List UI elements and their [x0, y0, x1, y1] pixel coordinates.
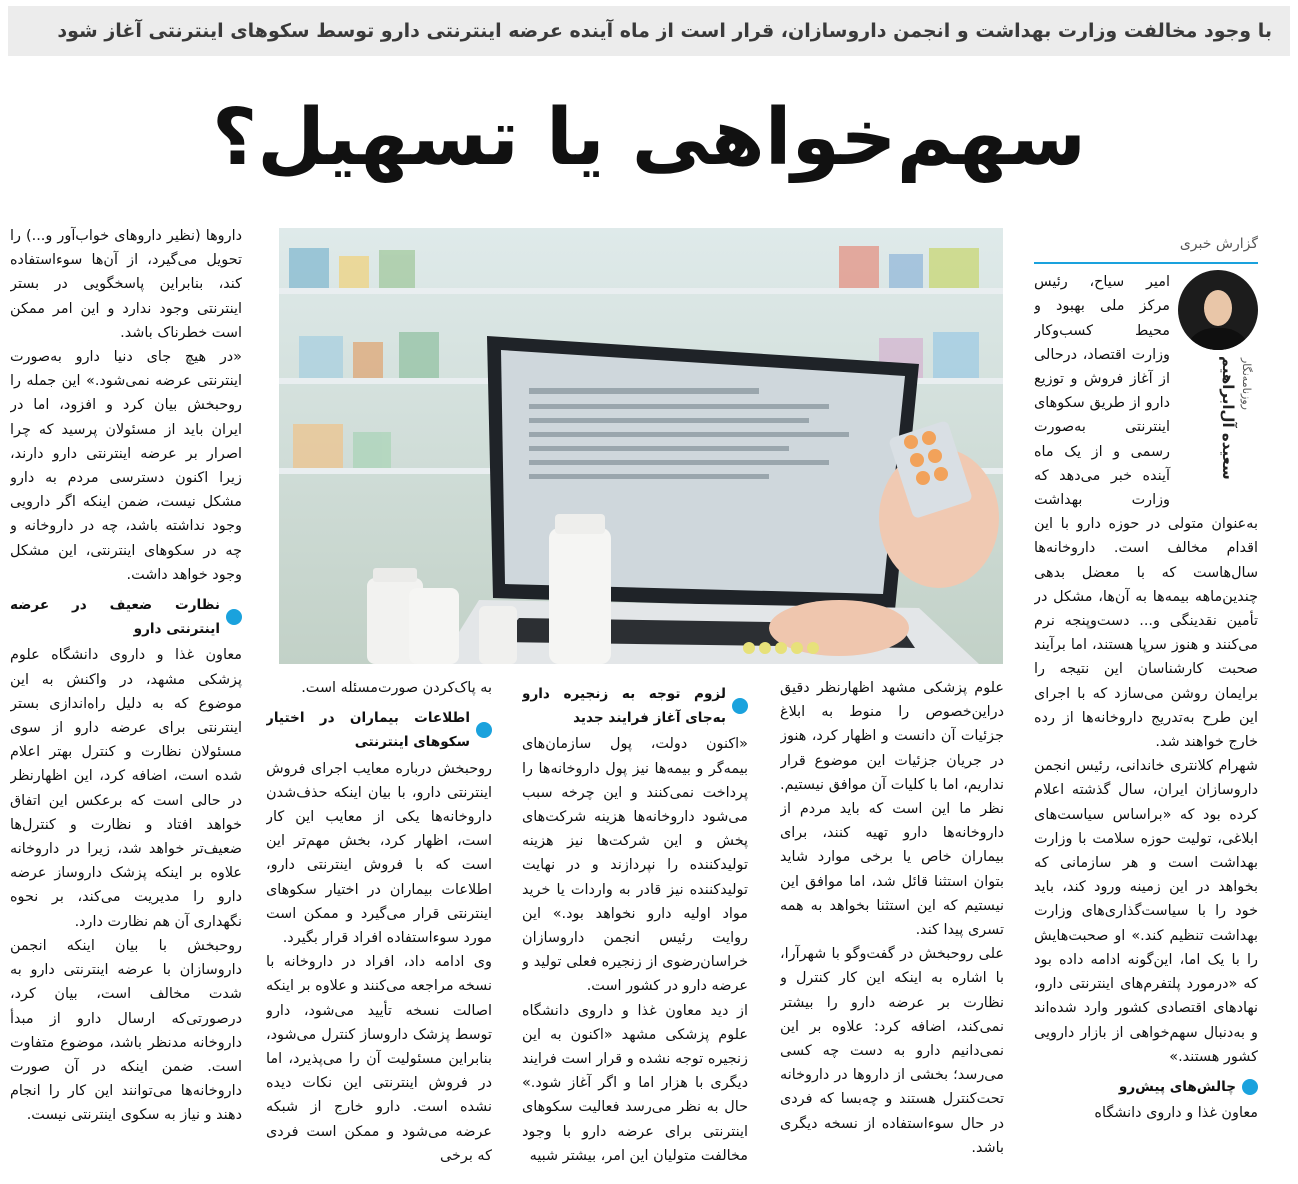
article-photo: [279, 228, 1003, 664]
bullet-dot-icon: [226, 609, 242, 625]
bullet-dot-icon: [1242, 1079, 1258, 1095]
page-title: سهم‌خواهی یا تسهیل؟: [212, 93, 1086, 183]
paragraph: معاون غذا و داروی دانشگاه علوم پزشکی مشهد، در واکنش به این موضوع که به دلیل راه‌اندازی بستر اینترنتی برای عرضه دارو از سوی مسئولان نظارت و کنترل بهتر اعلام شده است، اضافه کرد، این اظهارنظر در حالی است که برعکس این اتفاق خواهد افتاد و نظارت و کنترل‌ها ضعیف‌تر خواهد شد، زیرا در داروخانه علاوه بر اینکه پزشک داروساز عرضه دارو را مدیریت می‌کند، بر نحوه نگهداری آن هم نظارت دارد.: [10, 647, 242, 930]
bullet-dot-icon: [476, 722, 492, 738]
paragraph: شهرام کلانتری خاندانی، رئیس انجمن داروسازان ایران، سال گذشته اعلام کرده بود که «براساس سیاست‌های ابلاغی، تولیت حوزه سلامت با وزارت بهداشت است و هر سازمانی که بخواهد در این زمینه ورود کند، باید خود را با سیاست‌گذاری‌های وزارت بهداشت تنظیم کند.» او صحبت‌هایش را با یک اما، این‌گونه ادامه داده بود که «درمورد پلتفرم‌های اینترنتی دارو، نهادهای اقتصادی کشور وارد شده‌اند و به‌دنبال سهم‌خواهی از بازار دارویی کشور هستند.»: [1034, 758, 1258, 1065]
article-column-right: [1034, 228, 1258, 1178]
kicker-strip: [8, 6, 1290, 56]
article-column-c1: [780, 676, 1004, 1176]
subhead: [1034, 1075, 1258, 1099]
article-column-c2: [522, 676, 748, 1176]
section-tag: گزارش خبری: [1034, 228, 1258, 264]
bullet-dot-icon: [732, 698, 748, 714]
subhead: [522, 682, 748, 730]
author-box: [1178, 270, 1258, 498]
subhead-text: چالش‌های پیش‌رو: [1118, 1078, 1236, 1095]
paragraph: از دید معاون غذا و داروی دانشگاه علوم پزشکی مشهد «اکنون به این زنجیره توجه نشده و قرار است فرایند دیگری با هزار اما و اگر آغاز شود.» حال به نظر می‌رسد فعالیت سکوهای اینترنتی برای عرضه دارو با وجود مخالفت متولیان این امر، بیشتر شبیه: [522, 1002, 748, 1164]
paragraph: «اکنون دولت، پول سازمان‌های بیمه‌گر و بیمه‌ها نیز پول داروخانه‌ها را پرداخت نمی‌کنند و این چرخه سبب می‌شود داروخانه‌ها هزینه شرکت‌های پخش و این شرکت‌ها نیز هزینه تولیدکننده را نپردازند و در نهایت تولیدکننده نیز قادر به واردات یا خرید مواد اولیه دارو نخواهد بود.» این روایت رئیس انجمن داروسازان خراسان‌رضوی از زنجیره فعلی تولید و عرضه دارو در کشور است.: [522, 736, 748, 995]
article-column-c3: [266, 676, 492, 1176]
paragraph: روحبخش درباره معایب اجرای فروش اینترنتی دارو، با بیان اینکه حذف‌شدن داروخانه‌ها یکی از معایب این کار است، اظهار کرد، بخش مهم‌تر این است که با فروش اینترنتی دارو، اطلاعات بیماران در اختیار سکوهای اینترنتی قرار می‌گیرد و ممکن است مورد سوءاستفاده افراد قرار بگیرد.: [266, 760, 492, 947]
subhead-text: نظارت ضعیف در عرضه اینترنتی دارو: [10, 597, 220, 638]
paragraph: روحبخش با بیان اینکه انجمن داروسازان با عرضه اینترنتی دارو به شدت مخالف است، بیان کرد، درصورتی‌که ارسال دارو از مبدأ داروخانه مدنظر باشد، موضوع متفاوت است. ضمن اینکه در آن صورت داروخانه‌ها می‌توانند این کار را انجام دهند و نیاز به سکوی اینترنتی نیست.: [10, 937, 242, 1124]
subhead: [10, 593, 242, 641]
paragraph: علوم پزشکی مشهد اظهارنظر دقیق دراین‌خصوص را منوط به ابلاغ جزئیات آن دانست و اظهار کرد، هنوز در جریان جزئیات این موضوع قرار نداریم، اما با کلیات آن موافق نیستیم. نظر ما این است که باید مردم از داروخانه‌ها دارو تهیه کنند، برای بیماران خاص یا برخی موارد شاید بتوان استثنا قائل شد، اما موافق این نیستیم که این استثنا بخواهد به همه تسری پیدا کند.: [780, 680, 1004, 939]
subhead: [266, 706, 492, 754]
kicker-text: با وجود مخالفت وزارت بهداشت و انجمن داروسازان، قرار است از ماه آینده عرضه اینترنتی دارو توسط سکوهای اینترنتی آغاز شود: [57, 20, 1272, 42]
paragraph: معاون غذا و داروی دانشگاه: [1094, 1105, 1258, 1122]
avatar: [1178, 270, 1258, 350]
paragraph: وی ادامه داد، افراد در داروخانه با نسخه مراجعه می‌کنند و علاوه بر اینکه اصالت نسخه تأیید می‌شود، دارو توسط پزشک داروساز کنترل می‌شود، بنابراین مسئولیت آن را می‌پذیرد، اما در فروش اینترنتی این نکات دیده نشده است. دارو خارج از شبکه عرضه می‌شود و ممکن است فردی که برخی: [266, 954, 492, 1164]
paragraph: علی روحبخش در گفت‌وگو با شهرآرا، با اشاره به اینکه این کار کنترل و نظارت بر عرضه دارو را بیشتر نمی‌کند، اضافه کرد: علاوه بر این نمی‌دانیم دارو به دست چه کسی می‌رسد؛ بخشی از داروها در داروخانه تحت‌کنترل هستند و چه‌بسا که فردی در حال سوءاستفاده از نسخه دیگری باشد.: [780, 946, 1004, 1156]
article-column-left: [10, 224, 242, 1180]
laptop-pharmacy-image: [279, 228, 1003, 664]
subhead-text: اطلاعات بیماران در اختیار سکوهای اینترنتی: [266, 710, 470, 751]
paragraph: «در هیچ جای دنیا دارو به‌صورت اینترنتی عرضه نمی‌شود.» این جمله را روحبخش بیان کرد و افزود، اما در ایران باید از مسئولان پرسید که چرا اصرار بر عرضه اینترنتی دارو دارند، زیرا اکنون دسترسی مردم به دارو مشکل نیست، ضمن اینکه اگر دارویی وجود نداشته باشد، چه در داروخانه و چه در سکوهای اینترنتی، این مشکل وجود خواهد داشت.: [10, 349, 242, 583]
paragraph: امیر سیاح، رئیس مرکز ملی بهبود و محیط کسب‌وکار وزارت اقتصاد، درحالی از آغاز فروش و توزیع دارو از طریق سکوهای اینترنتی به‌صورت رسمی و از یک ماه آینده خبر می‌دهد که وزارت بهداشت به‌عنوان متولی در حوزه دارو با این اقدام مخالف است. داروخانه‌ها سال‌هاست که با معضل بدهی چندین‌ماهه بیمه‌ها به آن‌ها، مشکل در تأمین نقدینگی و... دست‌وپنجه نرم می‌کنند و هنوز سرپا هستند، اما برآیند صحبت کارشناسان این نتیجه را برایمان روشن می‌سازد که با اجرای این طرح به‌تدریج داروخانه‌ها از رده خارج خواهند شد.: [1034, 274, 1258, 751]
paragraph: به پاک‌کردن صورت‌مسئله است.: [301, 680, 492, 696]
author-role: روزنامه‌نگار: [1240, 358, 1253, 411]
paragraph: داروها (نظیر داروهای خواب‌آور و...) را تحویل می‌گیرد، از آن‌ها سوءاستفاده کند، بنابراین پاسخگویی در بستر اینترنتی وجود ندارد و این امر ممکن است خطرناک باشد.: [10, 228, 242, 341]
author-name: سعیده آل‌ابراهیم: [1219, 356, 1237, 480]
subhead-text: لزوم توجه به زنجیره دارو به‌جای آغاز فرایند جدید: [522, 686, 726, 727]
